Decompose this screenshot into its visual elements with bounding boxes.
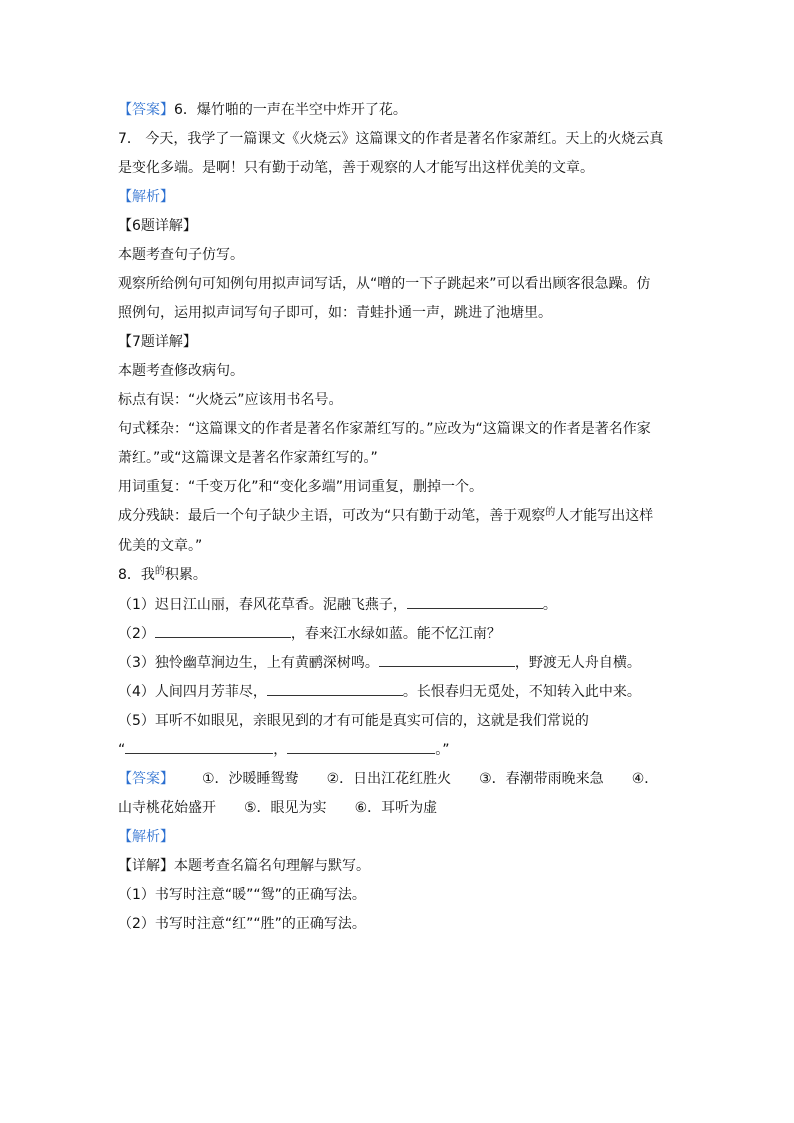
analysis-tag: 【解析】 bbox=[118, 829, 174, 845]
detail-8-p2: （2）书写时注意“红”“胜”的正确写法。 bbox=[118, 916, 366, 932]
detail-7-p1: 本题考查修改病句。 bbox=[118, 363, 244, 379]
answer-tag: 【答案】 bbox=[118, 771, 174, 787]
detail-6-p1: 本题考查句子仿写。 bbox=[118, 247, 244, 263]
question-8-item5: （5）耳听不如眼见，亲眼见到的才有可能是真实可信的，这就是我们常说的 bbox=[118, 713, 589, 729]
detail-7-p2: 标点有误：“火烧云”应该用书名号。 bbox=[118, 392, 343, 408]
detail-6-title: 【6题详解】 bbox=[118, 218, 197, 234]
question-8-item4: （4）人间四月芳菲尽， 。长恨春归无觅处，不知转入此中来。 bbox=[118, 678, 678, 707]
answer-blank bbox=[407, 592, 543, 609]
answer-8-line2: 山寺桃花始盛开 ⑤．眼见为实 ⑥．耳听为虚 bbox=[118, 800, 438, 816]
detail-6-p2: 观察所给例句可知例句用拟声词写话，从“噌的一下子跳起来”可以看出顾客很急躁。仿 bbox=[118, 276, 651, 292]
answer-tag: 【答案】 bbox=[118, 102, 174, 118]
detail-7-p4: 萧红。”或“这篇课文是著名作家萧红写的。” bbox=[118, 450, 378, 466]
question-8-item3: （3）独怜幽草涧边生，上有黄鹂深树鸣。 ，野渡无人舟自横。 bbox=[118, 649, 678, 678]
detail-7-p5: 用词重复：“千变万化”和“变化多端”用词重复，删掉一个。 bbox=[118, 479, 484, 495]
document-page bbox=[118, 96, 678, 939]
answer-blank bbox=[267, 679, 403, 696]
analysis-tag: 【解析】 bbox=[118, 189, 174, 205]
answer-blank bbox=[155, 621, 291, 638]
detail-8-intro: 【详解】本题考查名篇名句理解与默写。 bbox=[118, 858, 370, 874]
question-7-line2: 是变化多端。是啊！只有勤于动笔，善于观察的人才能写出这样优美的文章。 bbox=[118, 160, 594, 176]
answer-blank bbox=[287, 737, 435, 754]
detail-7-p3: 句式糅杂：“这篇课文的作者是著名作家萧红写的。”应改为“这篇课文的作者是著名作家 bbox=[118, 421, 651, 437]
question-8-item2: （2） ，春来江水绿如蓝。能不忆江南？ bbox=[118, 620, 678, 649]
answer-6: 【答案】6．爆竹啪的一声在半空中炸开了花。 bbox=[118, 102, 407, 118]
question-8-item5-blanks: “ ， 。” bbox=[118, 736, 678, 765]
question-7-line1: 7． 今天，我学了一篇课文《火烧云》这篇课文的作者是著名作家萧红。天上的火烧云真 bbox=[118, 131, 664, 147]
answer-blank bbox=[125, 737, 273, 754]
detail-7-title: 【7题详解】 bbox=[118, 334, 197, 350]
detail-6-p3: 照例句，运用拟声词写句子即可，如：青蛙扑通一声，跳进了池塘里。 bbox=[118, 305, 552, 321]
detail-8-p1: （1）书写时注意“暖”“鸳”的正确写法。 bbox=[118, 887, 366, 903]
detail-7-p7: 优美的文章。” bbox=[118, 538, 203, 554]
detail-7-p6: 成分残缺：最后一个句子缺少主语，可改为“只有勤于动笔，善于观察$^的$人才能写出这样 bbox=[118, 507, 654, 524]
question-8-item1: （1）迟日江山丽，春风花草香。泥融飞燕子， 。 bbox=[118, 591, 678, 620]
answer-blank bbox=[379, 650, 515, 667]
question-8-heading: 8．我$^的$积累。 bbox=[118, 566, 207, 583]
answer-8-line1: 【答案】 ①．沙暖睡鸳鸯 ②．日出江花红胜火 ③．春潮带雨晚来急 ④． bbox=[118, 771, 659, 787]
